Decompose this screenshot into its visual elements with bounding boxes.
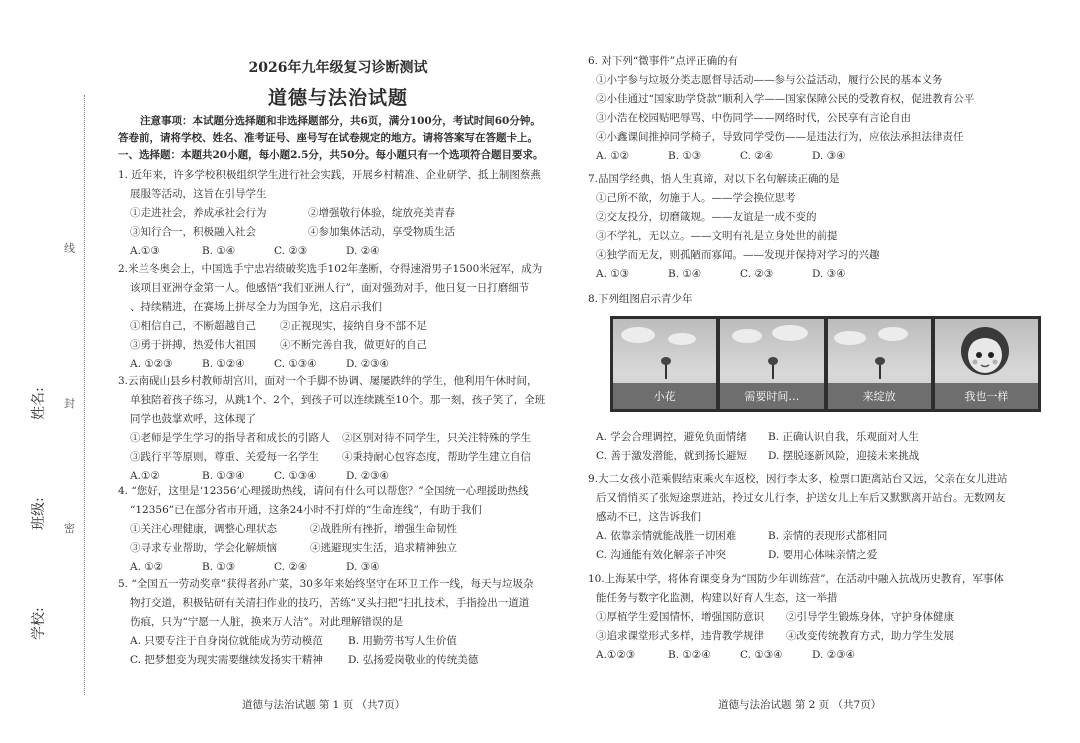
q6-stem: 6. 对下列“微事件”点评正确的有 [588, 55, 739, 67]
flower-icon [879, 363, 881, 379]
q10-option-2: ②引导学生锻炼身体，守护身体健康 [786, 611, 954, 623]
q6-choice-a: A. ①② [596, 150, 630, 162]
q3-option-4: ④秉持耐心包容态度，帮助学生建立自信 [342, 451, 531, 463]
comic-strip [610, 316, 1041, 412]
q1-stem-2: 展服等活动，这旨在引导学生 [130, 188, 267, 200]
q1-option-3: ③知行合一，积极融入社会 [130, 226, 256, 238]
q2-option-4: ④不断完善自我，做更好的自己 [280, 339, 427, 351]
q5-choice-a: A. 只要专注于自身岗位就能成为劳动模范 [130, 635, 323, 647]
q5-choice-d: D. 弘扬爱岗敬业的传统美德 [348, 654, 479, 666]
q7-option-3: ③不学礼，无以立。——文明有礼是立身处世的前提 [596, 230, 838, 242]
q7-choice-a: A. ①③ [596, 268, 630, 280]
q4-choice-b: B. ①③ [202, 561, 236, 573]
q3-choice-d: D. ②③④ [346, 470, 389, 482]
q6-option-2: ②小佳通过“国家助学贷款”顺利入学——国家保障公民的受教育权，促进教育公平 [596, 93, 975, 105]
q7-option-1: ①己所不欲，勿施于人。——学会换位思考 [596, 192, 796, 204]
comic-panel-4 [935, 319, 1038, 409]
binding-margin [0, 0, 90, 743]
page-1 [112, 0, 564, 743]
question-4 [118, 482, 564, 577]
exam-notes [118, 113, 558, 164]
q7-choice-d: D. ③④ [812, 268, 846, 280]
q4-stem-2: “12356”已在部分省市开通，这条24小时不打烊的“生命连线”，有助于我们 [130, 504, 482, 516]
q6-option-4: ④小鑫课间推掉同学椅子，导致同学受伤——是违法行为，应依法承担法律责任 [596, 131, 964, 143]
notes-line-2: 答卷前，请将学校、姓名、准考证号、座号写在试卷规定的地方。请将答案写在答题卡上。 [118, 132, 538, 144]
binding-mark-dense: 密 [64, 522, 75, 535]
q4-option-3: ③寻求专业帮助，学会化解烦恼 [130, 542, 277, 554]
q7-stem: 7.品国学经典，悟人生真谛，对以下名句解读正确的是 [588, 173, 840, 185]
comic-panel-3 [828, 319, 931, 409]
q2-choice-b: B. ①②④ [202, 358, 245, 370]
q6-choice-c: C. ②④ [740, 150, 774, 162]
q3-option-2: ②区别对待不同学生，只关注特殊的学生 [342, 432, 531, 444]
q3-option-1: ①老师是学生学习的指导者和成长的引路人 [130, 432, 330, 444]
school-label: 学校: [31, 607, 47, 640]
q2-option-2: ②正视现实，接纳自身不部不足 [280, 320, 427, 332]
q8-stem: 8.下列组图启示青少年 [588, 293, 693, 305]
flower-icon [665, 363, 667, 379]
q8-choice-c: C. 善于激发潜能，就到扬长避短 [596, 450, 747, 462]
q3-choice-b: B. ①③④ [202, 470, 245, 482]
q1-stem-1: 1. 近年来，许多学校积极组织学生进行社会实践，开展乡村精准、企业研学、抵上制图蔡燕 [118, 169, 541, 181]
notes-line-1: 注意事项：本试题分选择题和非选择题部分，共6页，满分100分，考试时间60分钟。 [140, 115, 541, 127]
binding-mark-seal: 封 [64, 397, 75, 410]
q5-choice-b: B. 用勤劳书写人生价值 [348, 635, 457, 647]
q9-choice-a: A. 依靠亲情就能战胜一切困难 [596, 530, 737, 542]
question-6 [588, 52, 1048, 166]
comic-caption-1: 小花 [613, 383, 716, 409]
binding-mark-line: 线 [64, 242, 75, 255]
q10-choice-a: A.①②③ [596, 649, 636, 661]
q10-stem-1: 10.上海某中学，将体育课变身为“国防少年训练营”，在活动中融入抗战历史教育，军事体 [588, 573, 1004, 585]
q2-option-1: ①相信自己，不断超越自己 [130, 320, 256, 332]
q4-choice-d: D. ③④ [346, 561, 380, 573]
q7-option-4: ④独学而无友，则孤陋而寡闻。——发现并保持对学习的兴趣 [596, 249, 880, 261]
q2-option-3: ③勇于拼搏，热爱伟大祖国 [130, 339, 256, 351]
q2-choice-a: A. ①②③ [130, 358, 173, 370]
question-7 [588, 170, 1048, 284]
q1-option-1: ①走进社会，养成承社会行为 [130, 207, 267, 219]
question-5 [118, 575, 564, 670]
q9-stem-1: 9.大二女孩小范乘假结束乘火车返校，因行李太多，检票口距离站台又远，父亲在女儿进站 [588, 473, 1008, 485]
q4-choice-a: A. ①② [130, 561, 164, 573]
q3-stem-2: 单独陪着孩子练习，从跳1个、2个，到孩子可以连续跳至10个。那一刻，孩子笑了，全班 [130, 394, 546, 406]
q4-option-2: ②战胜所有挫折，增强生命韧性 [310, 523, 457, 535]
q4-option-4: ④逃避现实生活，追求精神独立 [310, 542, 457, 554]
flower-icon [772, 363, 774, 379]
q2-choice-c: C. ①③④ [274, 358, 317, 370]
q5-stem-3: 伤痕，只为“宁愿一人脏，换来万人洁”。对此理解错误的是 [130, 616, 404, 628]
q9-choice-d: D. 要用心体味亲情之爱 [768, 549, 878, 561]
q10-choice-b: B. ①②④ [668, 649, 711, 661]
q5-stem-1: 5. “全国五一劳动奖章”获得者孙广菜，30多年来始终坚守在环卫工作一线，每天与垃圾杂 [118, 578, 534, 590]
q9-choice-b: B. 亲情的表现形式都相同 [768, 530, 888, 542]
question-10 [588, 570, 1048, 665]
q2-choice-d: D. ②③④ [346, 358, 389, 370]
q1-choice-b: B. ①④ [202, 245, 236, 257]
q9-stem-3: 感动不已，这告诉我们 [596, 511, 701, 523]
q1-option-2: ②增强敬行体验，绽放亮美青春 [308, 207, 455, 219]
comic-caption-3: 来绽放 [828, 383, 931, 409]
question-8-stem [588, 290, 1048, 309]
q10-option-3: ③追求课堂形式多样，违背教学规律 [596, 630, 764, 642]
q3-option-3: ③践行平等原则，尊重、关爱每一名学生 [130, 451, 319, 463]
q1-choice-d: D. ②④ [346, 245, 380, 257]
footer-page-1: 道德与法治试题 第 1 页 （共7页） [242, 699, 406, 711]
q10-choice-c: C. ①③④ [740, 649, 783, 661]
q1-option-4: ④参加集体活动，享受物质生活 [308, 226, 455, 238]
footer-page-2: 道德与法治试题 第 2 页 （共7页） [718, 699, 882, 711]
q1-choice-a: A.①③ [130, 245, 160, 257]
q8-choice-a: A. 学会合理调控，避免负面情绪 [596, 431, 747, 443]
subject-title: 道德与法治试题 [267, 87, 408, 109]
question-3 [118, 372, 564, 486]
q4-choice-c: C. ②④ [274, 561, 308, 573]
q10-choice-d: D. ②③④ [812, 649, 855, 661]
q7-choice-c: C. ②③ [740, 268, 774, 280]
q4-stem-1: 4. “您好，这里是‘12356’心理援助热线，请问有什么可以帮您？”全国统一心理援助热线 [118, 485, 529, 497]
q2-stem-2: 该项目亚洲夺金第一人。他感悟“我们亚洲人行”，面对强劲对手，他日复一日打磨细节 [130, 282, 530, 294]
comic-panel-2 [720, 319, 823, 409]
name-label: 姓名: [31, 387, 47, 420]
q7-option-2: ②交友投分，切磨箴规。——友谊是一成不变的 [596, 211, 817, 223]
q9-stem-2: 后又悄悄买了张短途票进站，拎过女儿行李，护送女儿上车后又默默离开站台。无数网友 [596, 492, 1006, 504]
q1-choice-c: C. ②③ [274, 245, 308, 257]
question-9 [588, 470, 1048, 565]
page-2 [588, 0, 1048, 743]
q8-choice-b: B. 正确认识自我，乐观面对人生 [768, 431, 919, 443]
q6-choice-d: D. ③④ [812, 150, 846, 162]
q7-choice-b: B. ①④ [668, 268, 702, 280]
question-2 [118, 260, 564, 374]
q5-choice-c: C. 把梦想变为现实需要继续发扬实干精神 [130, 654, 323, 666]
q10-option-4: ④改变传统教育方式，助力学生发展 [786, 630, 954, 642]
section-heading: 一、选择题：本题共20小题，每小题2.5分，共50分。每小题只有一个选项符合题目要求。 [118, 149, 544, 161]
q9-choice-c: C. 沟通能有效化解亲子冲突 [596, 549, 726, 561]
q10-option-1: ①厚植学生爱国情怀，增强国防意识 [596, 611, 764, 623]
q4-option-1: ①关注心理健康，调整心理状态 [130, 523, 277, 535]
q6-option-1: ①小宇参与垃圾分类志愿督导活动——参与公益活动，履行公民的基本义务 [596, 74, 943, 86]
comic-panel-1 [613, 319, 716, 409]
q5-stem-2: 物打交道，积极钻研有关清扫作业的技巧，苦练“叉头扫把”扫扎技术，手指捡出一道道 [130, 597, 530, 609]
q6-option-3: ③小浩在校园贴吧辱骂、中伤同学——网络时代，公民享有言论自由 [596, 112, 911, 124]
q2-stem-1: 2.米兰冬奥会上，中国选手宁忠岩绩破奖选手102年垄断，夺得速滑男子1500米冠军，成为 [118, 263, 543, 275]
exam-title: 2026年九年级复习诊断测试 [248, 60, 428, 76]
comic-caption-2: 需要时间… [720, 383, 823, 409]
binding-line [84, 95, 85, 695]
q6-choice-b: B. ①③ [668, 150, 702, 162]
class-label: 班级: [31, 497, 47, 530]
q2-stem-3: 、持续精进，在赛场上拼尽全力为国争光，这启示我们 [130, 301, 382, 313]
q10-stem-2: 能任务与数字化监测，构建以好育人生态，这一举措 [596, 592, 838, 604]
girl-illustration [957, 325, 1013, 385]
comic-caption-4: 我也一样 [935, 383, 1038, 409]
question-1 [118, 166, 564, 261]
q3-stem-1: 3.云南砚山县乡村教师胡宫川，面对一个手脚不协调、屡屡跌绊的学生，他利用午休时间， [118, 375, 538, 387]
q8-choice-d: D. 摆脱逐新风险，迎接未来挑战 [768, 450, 920, 462]
q3-choice-a: A.①② [130, 470, 160, 482]
question-8-choices [588, 428, 1048, 466]
q3-stem-3: 同学也鼓掌欢呼，这体现了 [130, 413, 256, 425]
q3-choice-c: C. ①③④ [274, 470, 317, 482]
